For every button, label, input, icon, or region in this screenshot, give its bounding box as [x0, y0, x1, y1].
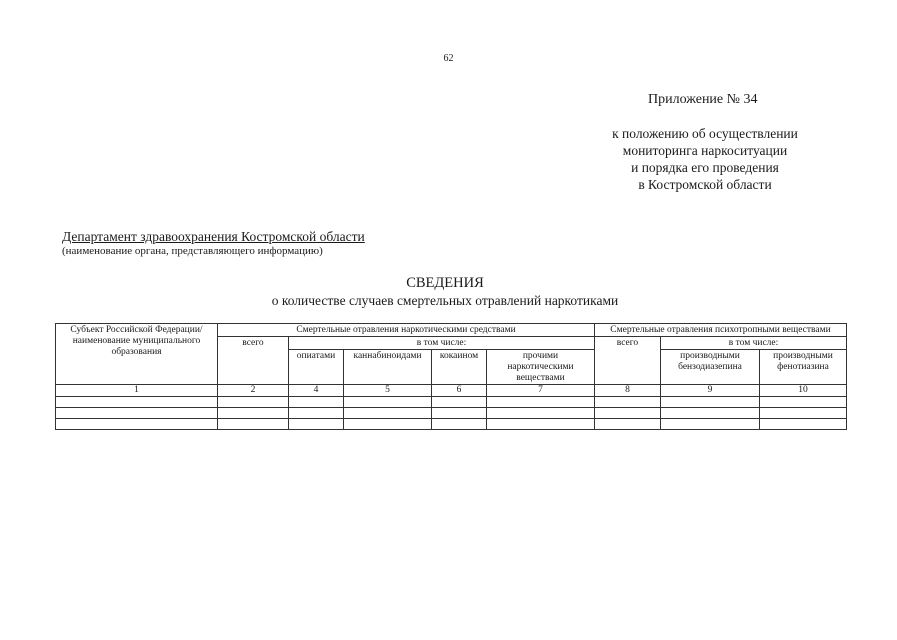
table-cell: [218, 408, 289, 419]
appendix-basis-line: в Костромской области: [638, 177, 772, 192]
table-cell: [218, 397, 289, 408]
document-subtitle: о количестве случаев смертельных отравлений наркотиками: [271, 293, 619, 308]
table-cell: [56, 397, 218, 408]
cannabinoids-header: каннабиноидами: [344, 350, 432, 385]
psychotropic-including-header: в том числе:: [661, 337, 847, 350]
table-cell: [289, 408, 344, 419]
document-title: СВЕДЕНИЯ: [406, 275, 484, 291]
narcotic-including-header: в том числе:: [289, 337, 595, 350]
column-number: 2: [218, 385, 289, 397]
narcotic-header: Смертельные отравления наркотическими средствами: [218, 324, 595, 337]
table-cell: [344, 419, 432, 430]
psychotropic-header: Смертельные отравления психотропными веществами: [595, 324, 847, 337]
column-number: 4: [289, 385, 344, 397]
table-row: [56, 419, 847, 430]
column-number: 10: [760, 385, 847, 397]
column-number: 6: [432, 385, 487, 397]
table-cell: [344, 408, 432, 419]
table-cell: [760, 408, 847, 419]
opiates-header: опиатами: [289, 350, 344, 385]
table-cell: [760, 397, 847, 408]
table-cell: [432, 397, 487, 408]
table-cell: [661, 419, 760, 430]
benzodiazepine-header: производными бензодиазепина: [661, 350, 760, 385]
table-cell: [487, 419, 595, 430]
appendix-basis: [560, 125, 850, 193]
table-cell: [344, 397, 432, 408]
report-table: [55, 323, 847, 430]
subject-header: Субъект Российской Федерации/ наименование муниципального образования: [56, 324, 218, 385]
appendix-basis-line: к положению об осуществлении: [612, 126, 798, 141]
table-row: [56, 397, 847, 408]
column-number-row: [56, 385, 847, 397]
table-cell: [487, 408, 595, 419]
table-cell: [289, 397, 344, 408]
table-cell: [289, 419, 344, 430]
column-number: 9: [661, 385, 760, 397]
other-narcotics-header: прочими наркотическими веществами: [487, 350, 595, 385]
column-number: 5: [344, 385, 432, 397]
table-cell: [487, 397, 595, 408]
table-cell: [661, 397, 760, 408]
table-cell: [595, 419, 661, 430]
narcotic-total-header: всего: [218, 337, 289, 385]
appendix-title: Приложение № 34: [648, 92, 758, 107]
column-number: 7: [487, 385, 595, 397]
table-cell: [56, 419, 218, 430]
table-cell: [432, 419, 487, 430]
organization-name: Департамент здравоохранения Костромской области: [62, 229, 365, 244]
column-number: 1: [56, 385, 218, 397]
column-number: 8: [595, 385, 661, 397]
psychotropic-total-header: всего: [595, 337, 661, 385]
phenothiazine-header: производными фенотиазина: [760, 350, 847, 385]
table-cell: [661, 408, 760, 419]
table-cell: [432, 408, 487, 419]
table-cell: [760, 419, 847, 430]
page-number: 62: [443, 53, 454, 64]
table-cell: [595, 408, 661, 419]
table-row: [56, 408, 847, 419]
header-row-group: [56, 324, 847, 337]
table-cell: [218, 419, 289, 430]
cocaine-header: кокаином: [432, 350, 487, 385]
organization-caption: (наименование органа, представляющего информацию): [62, 245, 323, 257]
table-cell: [595, 397, 661, 408]
appendix-basis-line: и порядка его проведения: [631, 160, 779, 175]
table-cell: [56, 408, 218, 419]
data-rows: [56, 397, 847, 430]
appendix-basis-line: мониторинга наркоситуации: [622, 143, 788, 158]
